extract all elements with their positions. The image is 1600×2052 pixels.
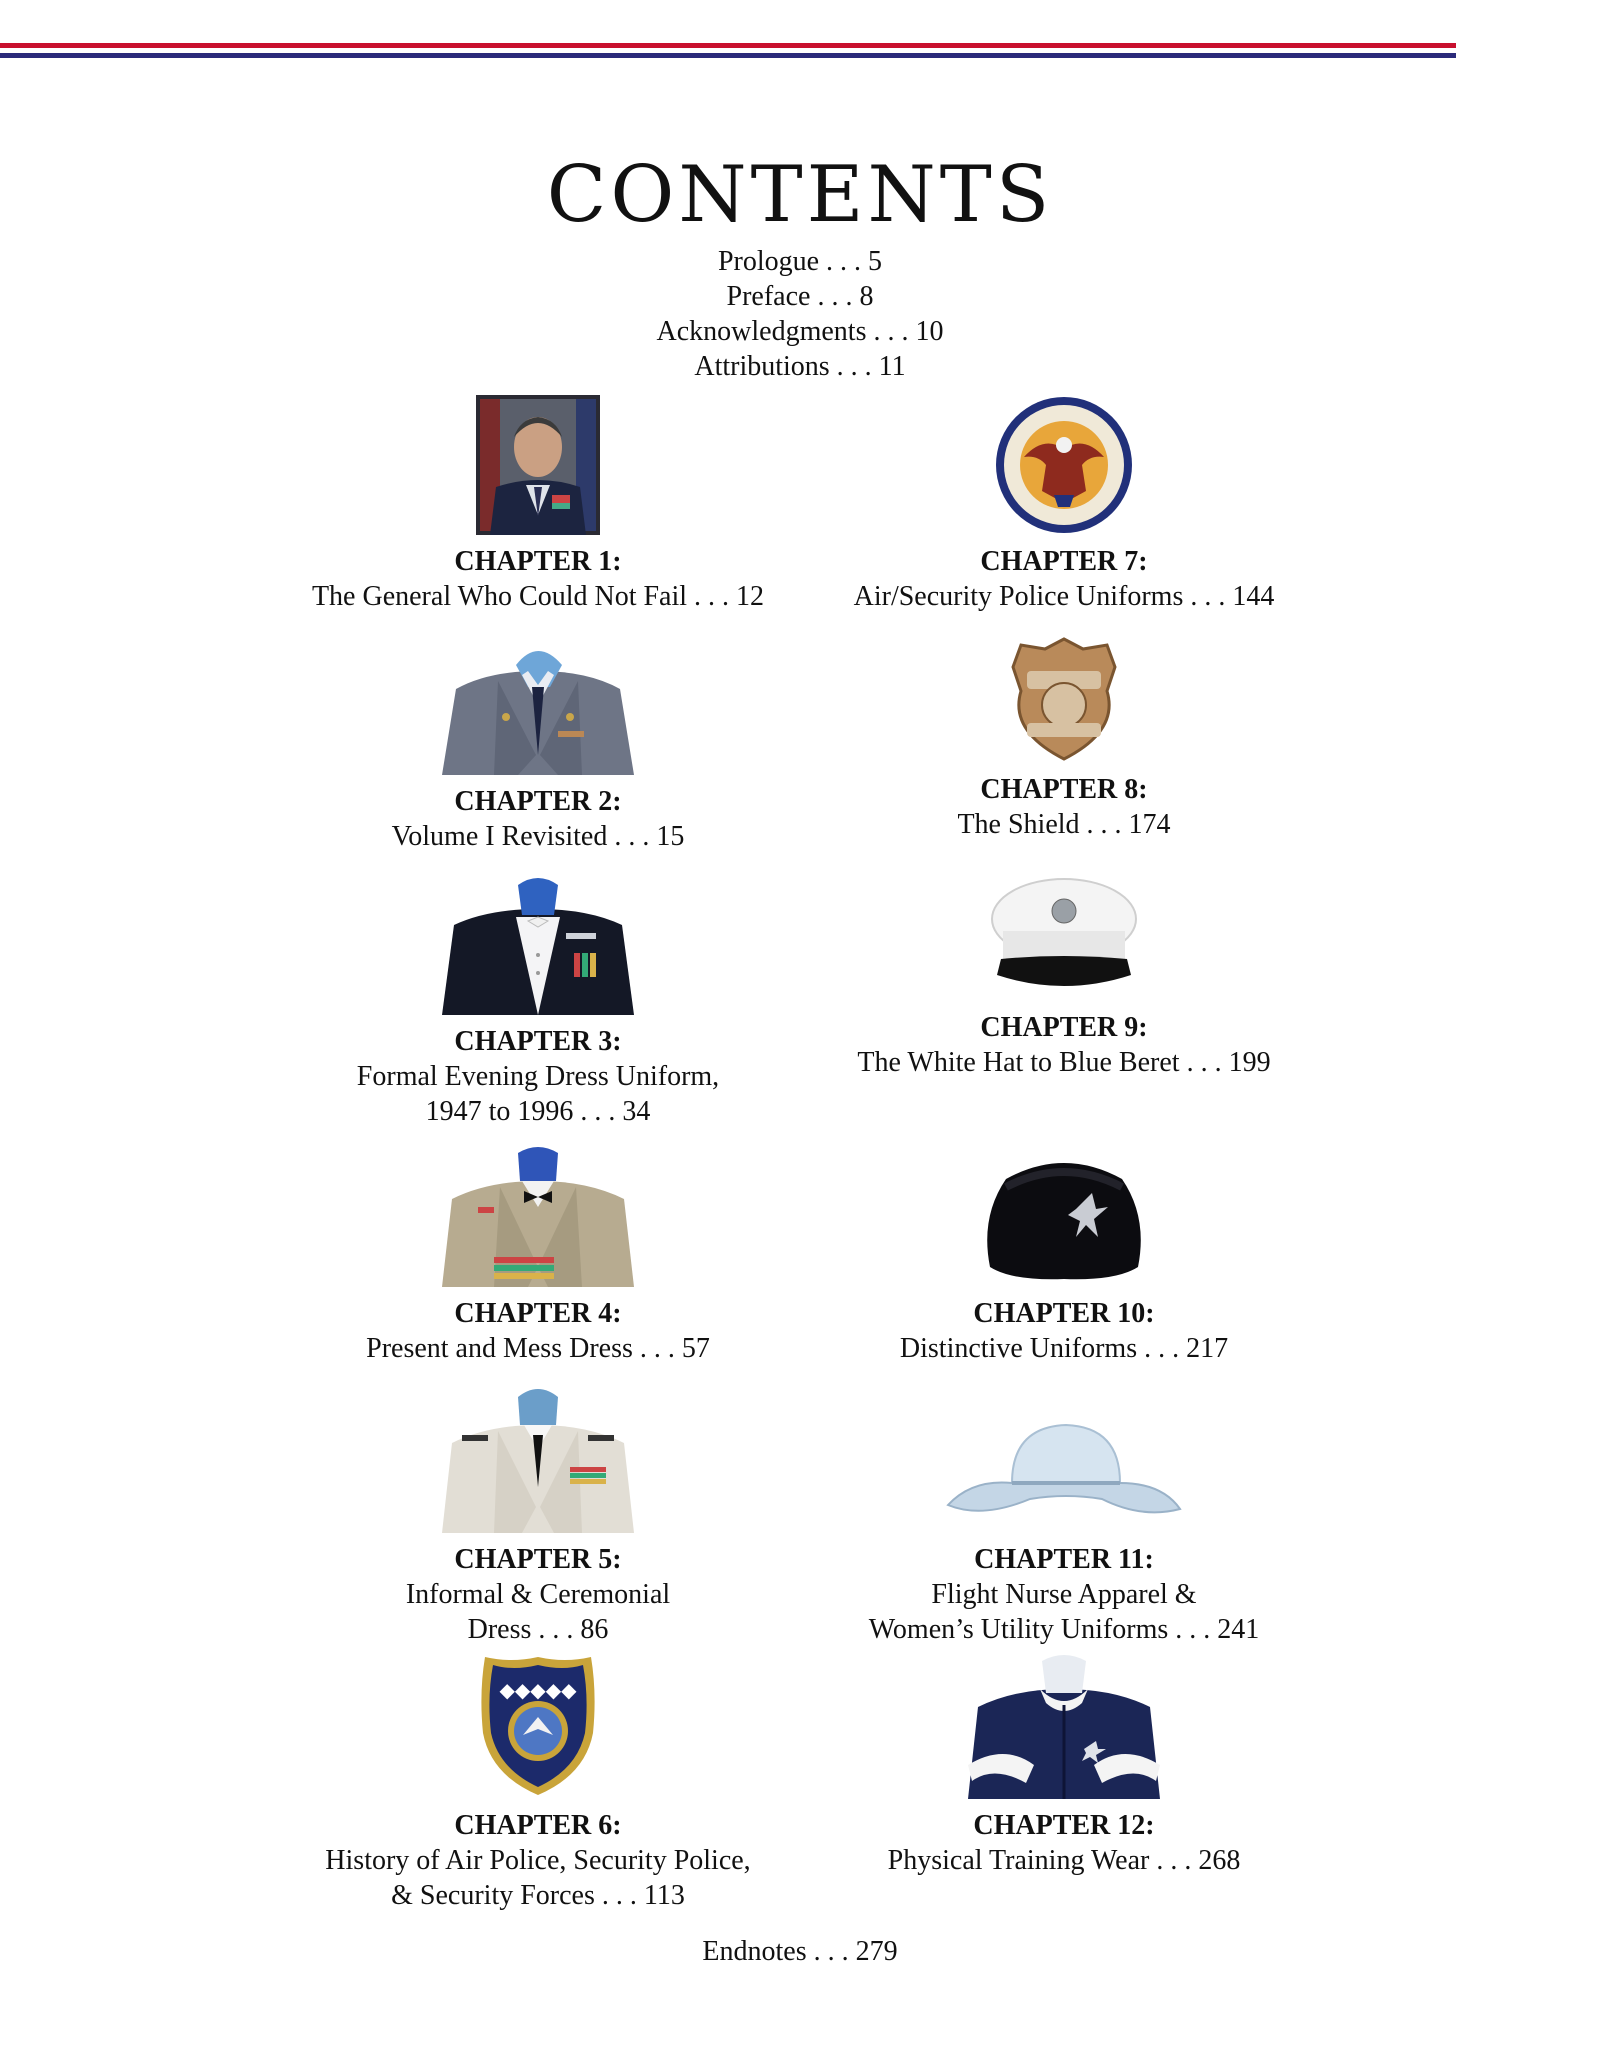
mess-dress-icon <box>438 1147 638 1287</box>
chapter-title: The General Who Could Not Fail . . . 12 <box>311 581 765 612</box>
toc-entry-chapter-6[interactable] <box>258 1653 818 1913</box>
endnotes-entry[interactable]: Endnotes . . . 279 <box>702 1936 898 1967</box>
shield-badge-icon <box>999 635 1129 763</box>
toc-entry-chapter-1[interactable] <box>258 395 818 614</box>
toc-entry-chapter-8[interactable] <box>784 635 1344 842</box>
toc-entry-chapter-2[interactable] <box>258 635 818 854</box>
front-matter <box>0 244 1600 384</box>
evening-dress-icon <box>438 875 638 1015</box>
police-badge-icon <box>473 1653 603 1799</box>
chapter-title: The White Hat to Blue Beret . . . 199 <box>857 1047 1271 1078</box>
front-matter-item[interactable]: Attributions . . . 11 <box>694 351 906 382</box>
chapter-title: Flight Nurse Apparel & <box>931 1579 1197 1610</box>
pt-jacket-icon <box>964 1653 1164 1799</box>
boonie-hat-icon <box>942 1387 1186 1533</box>
toc-entry-chapter-4[interactable] <box>258 1147 818 1366</box>
chapter-number: CHAPTER 9: <box>980 1012 1148 1043</box>
front-matter-item[interactable]: Preface . . . 8 <box>726 281 874 312</box>
ceremonial-dress-icon <box>438 1387 638 1533</box>
chapter-title-line-2: 1947 to 1996 . . . 34 <box>425 1096 651 1127</box>
chapter-title: Formal Evening Dress Uniform, <box>356 1061 720 1092</box>
chapter-number: CHAPTER 12: <box>973 1810 1155 1841</box>
chapter-number: CHAPTER 11: <box>974 1544 1154 1575</box>
chapter-title-line-2: Women’s Utility Uniforms . . . 241 <box>868 1614 1260 1645</box>
chapter-number: CHAPTER 6: <box>454 1810 622 1841</box>
chapter-number: CHAPTER 3: <box>454 1026 622 1057</box>
chapter-number: CHAPTER 1: <box>454 546 622 577</box>
toc-entry-chapter-7[interactable] <box>784 395 1344 614</box>
chapter-number: CHAPTER 2: <box>454 786 622 817</box>
chapter-title: Physical Training Wear . . . 268 <box>887 1845 1241 1876</box>
front-matter-item[interactable]: Prologue . . . 5 <box>717 246 883 277</box>
white-hat-icon <box>989 875 1139 1001</box>
squadron-patch-icon <box>994 395 1134 535</box>
chapter-title: Distinctive Uniforms . . . 217 <box>899 1333 1229 1364</box>
chapter-title: The Shield . . . 174 <box>957 809 1171 840</box>
chapter-title-line-2: Dress . . . 86 <box>467 1614 609 1645</box>
toc-entry-chapter-10[interactable] <box>784 1147 1344 1366</box>
portrait-icon <box>476 395 600 535</box>
chapter-number: CHAPTER 5: <box>454 1544 622 1575</box>
svg-text:◆◆◆◆◆: ◆◆◆◆◆ <box>499 1678 577 1702</box>
toc-entry-chapter-11[interactable] <box>784 1387 1344 1647</box>
chapter-title: Present and Mess Dress . . . 57 <box>366 1333 710 1364</box>
chapter-title: History of Air Police, Security Police, <box>325 1845 751 1876</box>
chapter-title-line-2: & Security Forces . . . 113 <box>391 1880 685 1911</box>
toc-entry-chapter-3[interactable] <box>258 875 818 1129</box>
chapter-title: Air/Security Police Uniforms . . . 144 <box>853 581 1275 612</box>
chapter-number: CHAPTER 4: <box>454 1298 622 1329</box>
chapter-number: CHAPTER 8: <box>980 774 1148 805</box>
chapter-number: CHAPTER 7: <box>980 546 1148 577</box>
chapter-title: Volume I Revisited . . . 15 <box>391 821 685 852</box>
uniform-jacket-icon <box>438 635 638 775</box>
front-matter-item[interactable]: Acknowledgments . . . 10 <box>656 316 944 347</box>
toc-entry-chapter-5[interactable] <box>258 1387 818 1647</box>
toc-entry-chapter-9[interactable] <box>784 875 1344 1080</box>
fur-hat-icon <box>976 1147 1152 1287</box>
chapter-number: CHAPTER 10: <box>973 1298 1155 1329</box>
header-stripes <box>0 43 1456 58</box>
page-title: CONTENTS <box>546 150 1054 240</box>
blue-stripe <box>0 53 1456 58</box>
chapter-title: Informal & Ceremonial <box>405 1579 671 1610</box>
toc-entry-chapter-12[interactable] <box>784 1653 1344 1878</box>
